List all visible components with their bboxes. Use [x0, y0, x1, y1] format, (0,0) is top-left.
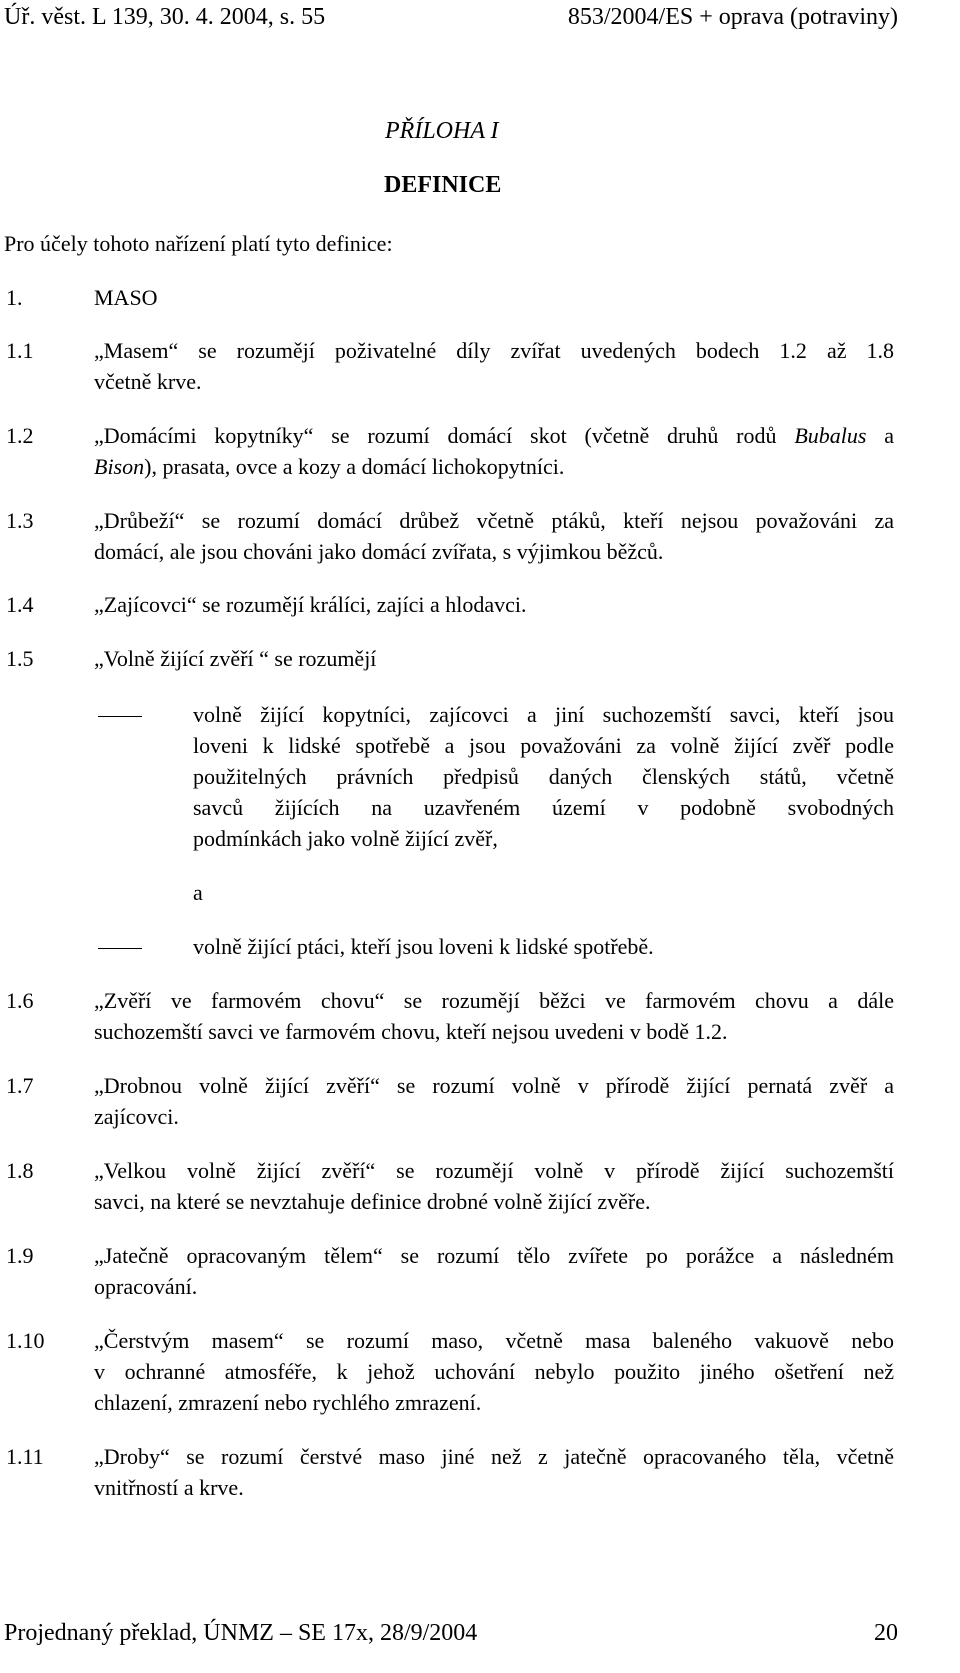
taxon-name: Bubalus: [794, 423, 867, 448]
item-text-line: domácí, ale jsou chováni jako domácí zvířata, s výjimkou běžců.: [94, 539, 664, 564]
item-text-line: „Masem“ se rozumějí poživatelné díly zvířat uvedených bodech 1.2 až 1.8: [94, 338, 894, 363]
page-number: 20: [874, 1620, 898, 1646]
item-text-line: „Zvěří ve farmovém chovu“ se rozumějí běžci ve farmovém chovu a dále: [94, 988, 894, 1013]
item-text-line: „Velkou volně žijící zvěří“ se rozumějí volně v přírodě žijící suchozemští: [94, 1158, 894, 1183]
item-number: 1.10: [6, 1328, 45, 1353]
subitem-connector: a: [193, 880, 203, 905]
chapter-title: MASO: [94, 285, 158, 310]
footer-text: Projednaný překlad, ÚNMZ – SE 17x, 28/9/2004: [4, 1620, 478, 1646]
item-text-line: včetně krve.: [94, 369, 202, 394]
subitem-line: volně žijící ptáci, kteří jsou loveni k lidské spotřebě.: [193, 934, 654, 959]
taxon-name: Bison: [94, 454, 145, 479]
item-text-line: v ochranné atmosféře, k jehož uchování nebylo použito jiného ošetření než: [94, 1359, 894, 1384]
dash-bullet: [98, 948, 142, 949]
chapter-number: 1.: [6, 285, 23, 310]
item-text-line: „Volně žijící zvěří “ se rozumějí: [94, 646, 377, 671]
item-number: 1.1: [6, 338, 34, 363]
header-right: 853/2004/ES + oprava (potraviny): [567, 4, 898, 30]
item-text-line: „Zajícovci“ se rozumějí králíci, zajíci a hlodavci.: [94, 592, 527, 617]
subitem-line: podmínkách jako volně žijící zvěř,: [193, 826, 498, 851]
item-text-line: chlazení, zmrazení nebo rychlého zmrazení.: [94, 1390, 482, 1415]
item-text-line: „Jatečně opracovaným tělem“ se rozumí tělo zvířete po porážce a následném: [94, 1243, 894, 1268]
subitem-line: použitelných právních předpisů daných členských států, včetně: [193, 764, 894, 789]
item-text-line: savci, na které se nevztahuje definice drobné volně žijící zvěře.: [94, 1189, 651, 1214]
item-text-line: suchozemští savci ve farmovém chovu, kteří nejsou uvedeni v bodě 1.2.: [94, 1019, 728, 1044]
item-number: 1.9: [6, 1243, 34, 1268]
item-text-line: opracování.: [94, 1274, 198, 1299]
subitem-line: loveni k lidské spotřebě a jsou považováni za volně žijící zvěř podle: [193, 733, 894, 758]
item-text-line: „Droby“ se rozumí čerstvé maso jiné než z jatečně opracovaného těla, včetně: [94, 1444, 894, 1469]
item-text-line: „Drobnou volně žijící zvěří“ se rozumí volně v přírodě žijící pernatá zvěř a: [94, 1073, 894, 1098]
item-number: 1.8: [6, 1158, 34, 1183]
item-text-line: zajícovci.: [94, 1104, 179, 1129]
item-number: 1.11: [6, 1444, 44, 1469]
item-text-line: „Domácími kopytníky“ se rozumí domácí skot (včetně druhů rodů Bubalus a: [94, 423, 895, 448]
header-left: Úř. věst. L 139, 30. 4. 2004, s. 55: [4, 4, 326, 30]
item-number: 1.7: [6, 1073, 34, 1098]
item-text-line: „Drůbeží“ se rozumí domácí drůbež včetně ptáků, kteří nejsou považováni za: [94, 508, 894, 533]
dash-bullet: [98, 716, 142, 717]
subitem-line: savců žijících na uzavřeném území v podobně svobodných: [193, 795, 894, 820]
item-number: 1.6: [6, 988, 34, 1013]
item-number: 1.2: [6, 423, 34, 448]
item-number: 1.4: [6, 592, 34, 617]
item-text-line: vnitřností a krve.: [94, 1475, 244, 1500]
subitem-line: volně žijící kopytníci, zajícovci a jiní suchozemští savci, kteří jsou: [193, 702, 894, 727]
item-text-line: „Čerstvým masem“ se rozumí maso, včetně masa baleného vakuově nebo: [94, 1328, 894, 1353]
intro-text: Pro účely tohoto nařízení platí tyto definice:: [4, 231, 393, 256]
section-title: DEFINICE: [384, 172, 502, 198]
item-number: 1.3: [6, 508, 34, 533]
annex-title: PŘÍLOHA I: [385, 118, 499, 144]
item-number: 1.5: [6, 646, 34, 671]
item-text-line: Bison), prasata, ovce a kozy a domácí lichokopytníci.: [94, 454, 565, 479]
